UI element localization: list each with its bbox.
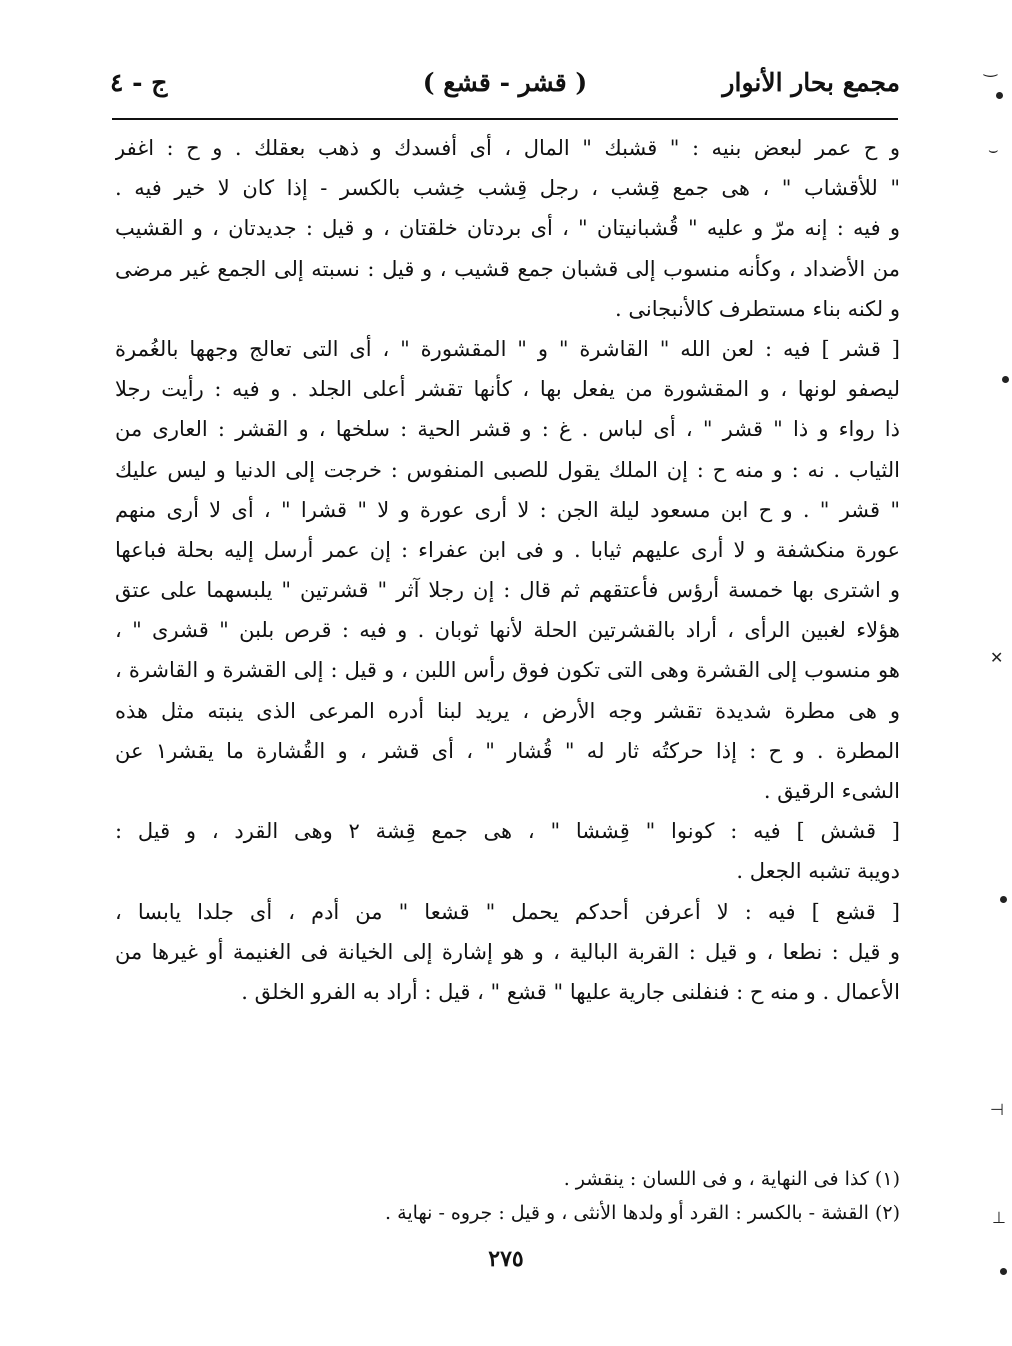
footnote-1: (١) كذا فى النهاية ، و فى اللسان : ينقشر . [563,1168,900,1190]
footnotes [300,1162,900,1230]
scan-mark: ‿ [984,58,997,77]
scan-mark: ⌣ [988,140,999,159]
scan-mark: ⊥ [992,1208,1006,1227]
scan-dot [1000,896,1007,903]
text-line: [ قشع ] فيه : لا أعرفن أحدكم يحمل " قشعا " من أدم ، أى جلدا يابسا ، [115,899,900,924]
scan-mark: ✕ [990,648,1004,667]
text-line: و ح عمر لبعض بنيه : " قشبك " المال ، أى أفسدك و ذهب بعقلك . و ح : اغفر [115,136,900,160]
text-line: المطرة . و ح : إذا حركتُه ثار له " قُشار " ، أى قشر ، و القُشارة ما يقشر١ عن [115,738,900,763]
text-line: " قشر " . و ح ابن مسعود ليلة الجن : لا أرى عورة و لا " قشرا " ، أى لا أرى منهم [115,497,900,522]
text-line: دويبة تشبه الجعل . [736,859,900,884]
text-line: و فيه : إنه مرّ و عليه " قُشبانيتان " ، أى بردتان خلقتان ، و قيل : جديدتان ، و القشيب [115,216,900,241]
scan-dot [1000,1268,1007,1275]
scan-dot [996,92,1003,99]
text-line: هؤلاء لغبين الرأى ، أراد بالقشرتين الحلة لأنها ثوبان . و فيه : قرص بلبن " قشرى " ، [115,618,900,643]
text-line: و هى مطرة شديدة تقشر وجه الأرض ، يريد لبنا أدره المرعى الذى ينبته مثل هذه [115,698,900,723]
page-number: ٢٧٥ [488,1246,524,1272]
main-text [115,128,900,1012]
text-line: و لكنه بناء مستطرف كالأنبجانى . [615,296,900,321]
text-line: الشىء الرقيق . [763,779,900,803]
volume-number: ج - ٤ [110,68,168,97]
text-line: و قيل : نطعا ، و قيل : القربة البالية ، و هو إشارة إلى الخيانة فى الغنيمة أو غيرها من [115,939,900,964]
text-line: الثياب . نه : و منه ح : إن الملك يقول للصبى المنفوس : خرجت إلى الدنيا و ليس عليك [115,457,900,482]
text-line: الأعمال . و منه ح : فنفلنى جارية عليها " قشع " ، قيل : أراد به الفرو الخلق . [241,979,900,1004]
text-line: ذا رواء و ذا " قشر " ، أى لباس . غ : و قشر الحية : سلخها ، و القشر : العارى من [115,417,900,442]
entry-range: ( قشر - قشع ) [422,68,588,97]
text-line: من الأضداد ، وكأنه منسوب إلى قشبان جمع قشيب ، و قيل : نسبته إلى الجمع غير مرضى [115,256,900,281]
running-header [110,62,900,114]
text-line: و اشترى بها خمسة أرؤس فأعتقهم ثم قال : إن رجلا آثر " قشرتين " يلبسهما على عتق [115,578,900,603]
text-line: عورة منكشفة و لا أرى عليهم ثيابا . و فى ابن عفراء : إن عمر أرسل إليه بحلة فباعها [115,537,900,562]
text-line: [ قشر ] فيه : لعن الله " القاشرة " و " المقشورة " ، أى التى تعالج وجهها بالغُمرة [115,336,900,361]
text-line: هو منسوب إلى القشرة وهى التى تكون فوق رأس اللبن ، و قيل : إلى القشرة و القاشرة ، [115,658,900,683]
text-line: [ قشش ] فيه : كونوا " قِششا " ، هى جمع قِشة ٢ وهى القرد ، و قيل : [115,819,900,844]
text-line: " للأقشاب " ، هى جمع قِشب ، رجل قِشب خِشب بالكسر - إذا كان لا خير فيه . [115,176,900,201]
scan-dot [1002,376,1009,383]
footnote-2: (٢) القشة - بالكسر : القرد أو ولدها الأنثى ، و قيل : جروه - نهاية . [385,1202,900,1224]
scan-mark: ⊣ [990,1100,1004,1119]
book-title: مجمع بحار الأنوار [722,68,900,97]
text-line: ليصفو لونها ، و المقشورة من يفعل بها ، كأنها تقشر أعلى الجلد . و فيه : رأيت رجلا [115,377,900,402]
header-rule [112,118,898,120]
